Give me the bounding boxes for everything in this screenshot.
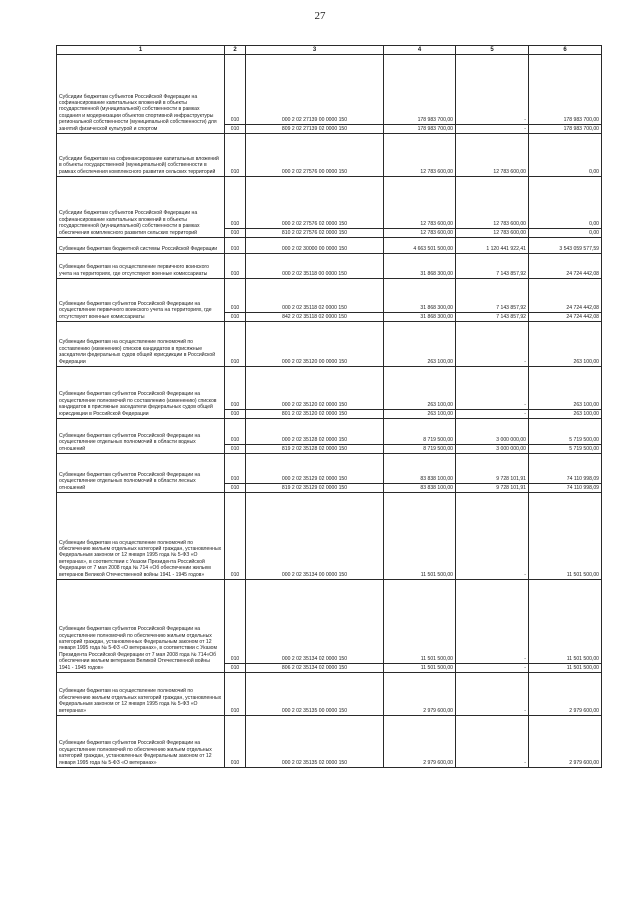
cell-description: Субвенции бюджетам субъектов Российской Федерации на осуществление полномочий по обеспечению жильем отдельных категорий граждан, установленных Федеральным законом от 12 января 1995 года № 5-ФЗ «О ветеранах» (57, 716, 225, 768)
cell-executed: 3 000 000,00 (456, 445, 529, 454)
cell-line-code: 010 (225, 493, 246, 580)
cell-executed: - (456, 367, 529, 410)
table-row (57, 177, 602, 229)
cell-unexecuted: 24 724 442,08 (529, 254, 602, 279)
cell-description: Субвенции бюджетам на осуществление полномочий по обеспечению жильем отдельных категорий граждан, установленных Федеральным законом от 12 января 1995 года № 5-ФЗ «О ветеранах» (57, 673, 225, 716)
cell-unexecuted: 11 501 500,00 (529, 580, 602, 664)
cell-description: Субвенции бюджетам на осуществление полномочий по обеспечению жильем отдельных категорий граждан, установленных Федеральным законом от 12 января 1995 года № 5-ФЗ «О ветеранах», в соответствии с Указом Президента Российской Федерации от 7 мая 2008 года № 714 «Об обеспечении жильем ветеранов Великой Отечественной войны 1941 - 1945 годов» (57, 493, 225, 580)
table-row (57, 419, 602, 445)
cell-unexecuted: 24 724 442,08 (529, 313, 602, 322)
cell-line-code: 010 (225, 580, 246, 664)
cell-line-code: 010 (225, 716, 246, 768)
cell-approved: 31 868 300,00 (384, 279, 456, 313)
cell-description: Субвенции бюджетам на осуществление полномочий по составлению (изменению) списков кандидатов в присяжные заседатели федеральных судов общей юрисдикции в Российской Федерации (57, 322, 225, 367)
cell-budget-code: 000 2 02 35118 00 0000 150 (246, 254, 384, 279)
cell-description: Субсидии бюджетам субъектов Российской Федерации на софинансирование капитальных вложений в объекты государственной (муниципальной) собственности в рамках обеспечения комплексного развития сельских территорий (57, 177, 225, 238)
cell-unexecuted: 74 110 998,09 (529, 454, 602, 484)
cell-budget-code: 000 2 02 35129 02 0000 150 (246, 454, 384, 484)
cell-approved: 11 501 500,00 (384, 493, 456, 580)
header-col-2: 2 (225, 46, 246, 55)
cell-budget-code: 000 2 02 35135 00 0000 150 (246, 673, 384, 716)
cell-executed: 7 143 857,92 (456, 279, 529, 313)
cell-executed: - (456, 125, 529, 134)
cell-unexecuted: 2 979 600,00 (529, 673, 602, 716)
cell-approved: 12 783 600,00 (384, 134, 456, 177)
cell-approved: 2 979 600,00 (384, 673, 456, 716)
cell-executed: - (456, 664, 529, 673)
cell-line-code: 010 (225, 55, 246, 125)
cell-unexecuted: 178 983 700,00 (529, 125, 602, 134)
cell-description: Субвенции бюджетам субъектов Российской Федерации на осуществление отдельных полномочий в области лесных отношений (57, 454, 225, 493)
cell-approved: 263 100,00 (384, 367, 456, 410)
cell-executed: - (456, 580, 529, 664)
cell-line-code: 010 (225, 664, 246, 673)
cell-description: Субвенции бюджетам субъектов Российской Федерации на осуществление отдельных полномочий в области водных отношений (57, 419, 225, 454)
cell-unexecuted: 2 979 600,00 (529, 716, 602, 768)
header-col-1: 1 (57, 46, 225, 55)
cell-approved: 263 100,00 (384, 322, 456, 367)
cell-budget-code: 000 2 02 35128 02 0000 150 (246, 419, 384, 445)
cell-approved: 4 663 501 500,00 (384, 238, 456, 254)
cell-approved: 178 983 700,00 (384, 55, 456, 125)
header-col-3: 3 (246, 46, 384, 55)
cell-executed: - (456, 322, 529, 367)
cell-approved: 11 501 500,00 (384, 664, 456, 673)
cell-line-code: 010 (225, 238, 246, 254)
cell-line-code: 010 (225, 410, 246, 419)
cell-unexecuted: 0,00 (529, 134, 602, 177)
budget-table (56, 45, 602, 768)
cell-description: Субвенции бюджетам субъектов Российской Федерации на осуществление полномочий по обеспечению жильем отдельных категорий граждан, установленных Федеральным законом от 12 января 1995 года № 5-ФЗ «О ветеранах», в соответствии с Указом Президента Российской Федерации от 7 мая 2008 года № 714«Об обеспечении жильем ветеранов Великой Отечественной войны 1941 - 1945 годов» (57, 580, 225, 673)
cell-executed: 7 143 857,92 (456, 313, 529, 322)
cell-description: Субвенции бюджетам субъектов Российской Федерации на осуществление полномочий по составлению (изменению) списков кандидатов в присяжные заседатели федеральных судов общей юрисдикции в Российской Федерации (57, 367, 225, 419)
cell-line-code: 010 (225, 229, 246, 238)
cell-budget-code: 000 2 02 35120 02 0000 150 (246, 367, 384, 410)
cell-line-code: 010 (225, 454, 246, 484)
cell-unexecuted: 0,00 (529, 229, 602, 238)
cell-executed: - (456, 410, 529, 419)
cell-description: Субсидии бюджетам субъектов Российской Федерации на софинансирование капитальных вложений в объекты государственной (муниципальной) собственности в рамках создания и модернизации объектов спортивной инфраструктуры региональной собственности (муниципальной собственности) для занятий физической культурой и спортом (57, 55, 225, 134)
cell-unexecuted: 5 719 500,00 (529, 445, 602, 454)
cell-description: Субсидии бюджетам на софинансирование капитальных вложений в объекты государственной (муниципальной) собственности в рамках обеспечения комплексного развития сельских территорий (57, 134, 225, 177)
cell-budget-code: 000 2 02 35134 02 0000 150 (246, 580, 384, 664)
table-row (57, 279, 602, 313)
cell-budget-code: 809 2 02 27139 02 0000 150 (246, 125, 384, 134)
header-col-5: 5 (456, 46, 529, 55)
table-row (57, 55, 602, 125)
cell-budget-code: 806 2 02 35134 02 0000 150 (246, 664, 384, 673)
cell-executed: 9 728 101,91 (456, 484, 529, 493)
header-col-4: 4 (384, 46, 456, 55)
cell-executed: - (456, 493, 529, 580)
cell-approved: 12 783 600,00 (384, 229, 456, 238)
cell-budget-code: 000 2 02 35135 02 0000 150 (246, 716, 384, 768)
cell-approved: 83 838 100,00 (384, 484, 456, 493)
table-row (57, 454, 602, 484)
header-row (57, 46, 602, 55)
cell-approved: 178 983 700,00 (384, 125, 456, 134)
table-row (57, 367, 602, 410)
cell-executed: 7 143 857,92 (456, 254, 529, 279)
table-row (57, 673, 602, 716)
cell-executed: 9 728 101,91 (456, 454, 529, 484)
cell-budget-code: 000 2 02 30000 00 0000 150 (246, 238, 384, 254)
cell-description: Субвенции бюджетам на осуществление первичного воинского учета на территориях, где отсутствуют военные комиссариаты (57, 254, 225, 279)
cell-executed: - (456, 673, 529, 716)
cell-executed: 3 000 000,00 (456, 419, 529, 445)
cell-line-code: 010 (225, 367, 246, 410)
cell-approved: 83 838 100,00 (384, 454, 456, 484)
cell-unexecuted: 5 719 500,00 (529, 419, 602, 445)
cell-budget-code: 819 2 02 35128 02 0000 150 (246, 445, 384, 454)
cell-line-code: 010 (225, 134, 246, 177)
table-row (57, 322, 602, 367)
cell-executed: - (456, 55, 529, 125)
cell-budget-code: 000 2 02 27576 00 0000 150 (246, 134, 384, 177)
cell-approved: 2 979 600,00 (384, 716, 456, 768)
cell-executed: - (456, 716, 529, 768)
cell-approved: 8 719 500,00 (384, 445, 456, 454)
cell-approved: 11 501 500,00 (384, 580, 456, 664)
cell-unexecuted: 3 543 059 577,59 (529, 238, 602, 254)
cell-executed: 12 783 600,00 (456, 134, 529, 177)
cell-line-code: 010 (225, 419, 246, 445)
cell-line-code: 010 (225, 254, 246, 279)
table-row (57, 134, 602, 177)
table-row (57, 716, 602, 768)
cell-unexecuted: 74 110 998,09 (529, 484, 602, 493)
cell-line-code: 010 (225, 484, 246, 493)
page-number: 27 (314, 10, 326, 22)
cell-unexecuted: 263 100,00 (529, 410, 602, 419)
cell-budget-code: 000 2 02 35118 02 0000 150 (246, 279, 384, 313)
cell-unexecuted: 24 724 442,08 (529, 279, 602, 313)
cell-unexecuted: 11 501 500,00 (529, 493, 602, 580)
cell-line-code: 010 (225, 279, 246, 313)
cell-line-code: 010 (225, 177, 246, 229)
cell-description: Субвенции бюджетам бюджетной системы Российской Федерации (57, 238, 225, 254)
table-row (57, 493, 602, 580)
cell-budget-code: 819 2 02 35129 02 0000 150 (246, 484, 384, 493)
cell-budget-code: 842 2 02 35118 02 0000 150 (246, 313, 384, 322)
cell-approved: 31 868 300,00 (384, 254, 456, 279)
cell-line-code: 010 (225, 322, 246, 367)
cell-budget-code: 810 2 02 27576 02 0000 150 (246, 229, 384, 238)
cell-budget-code: 000 2 02 35120 00 0000 150 (246, 322, 384, 367)
table-row (57, 580, 602, 664)
header-col-6: 6 (529, 46, 602, 55)
cell-line-code: 010 (225, 313, 246, 322)
cell-approved: 12 783 600,00 (384, 177, 456, 229)
table-row (57, 254, 602, 279)
cell-line-code: 010 (225, 125, 246, 134)
cell-description: Субвенции бюджетам субъектов Российской Федерации на осуществление первичного воинского учета на территориях, где отсутствуют военные комиссариаты (57, 279, 225, 322)
cell-line-code: 010 (225, 673, 246, 716)
cell-line-code: 010 (225, 445, 246, 454)
cell-budget-code: 000 2 02 27139 00 0000 150 (246, 55, 384, 125)
cell-unexecuted: 178 983 700,00 (529, 55, 602, 125)
cell-unexecuted: 11 501 500,00 (529, 664, 602, 673)
cell-executed: 1 120 441 922,41 (456, 238, 529, 254)
cell-budget-code: 000 2 02 27576 02 0000 150 (246, 177, 384, 229)
cell-budget-code: 801 2 02 35120 02 0000 150 (246, 410, 384, 419)
table-row (57, 238, 602, 254)
cell-unexecuted: 263 100,00 (529, 322, 602, 367)
cell-approved: 263 100,00 (384, 410, 456, 419)
cell-approved: 8 719 500,00 (384, 419, 456, 445)
cell-executed: 12 783 600,00 (456, 177, 529, 229)
cell-unexecuted: 0,00 (529, 177, 602, 229)
cell-unexecuted: 263 100,00 (529, 367, 602, 410)
cell-budget-code: 000 2 02 35134 00 0000 150 (246, 493, 384, 580)
cell-approved: 31 868 300,00 (384, 313, 456, 322)
cell-executed: 12 783 600,00 (456, 229, 529, 238)
